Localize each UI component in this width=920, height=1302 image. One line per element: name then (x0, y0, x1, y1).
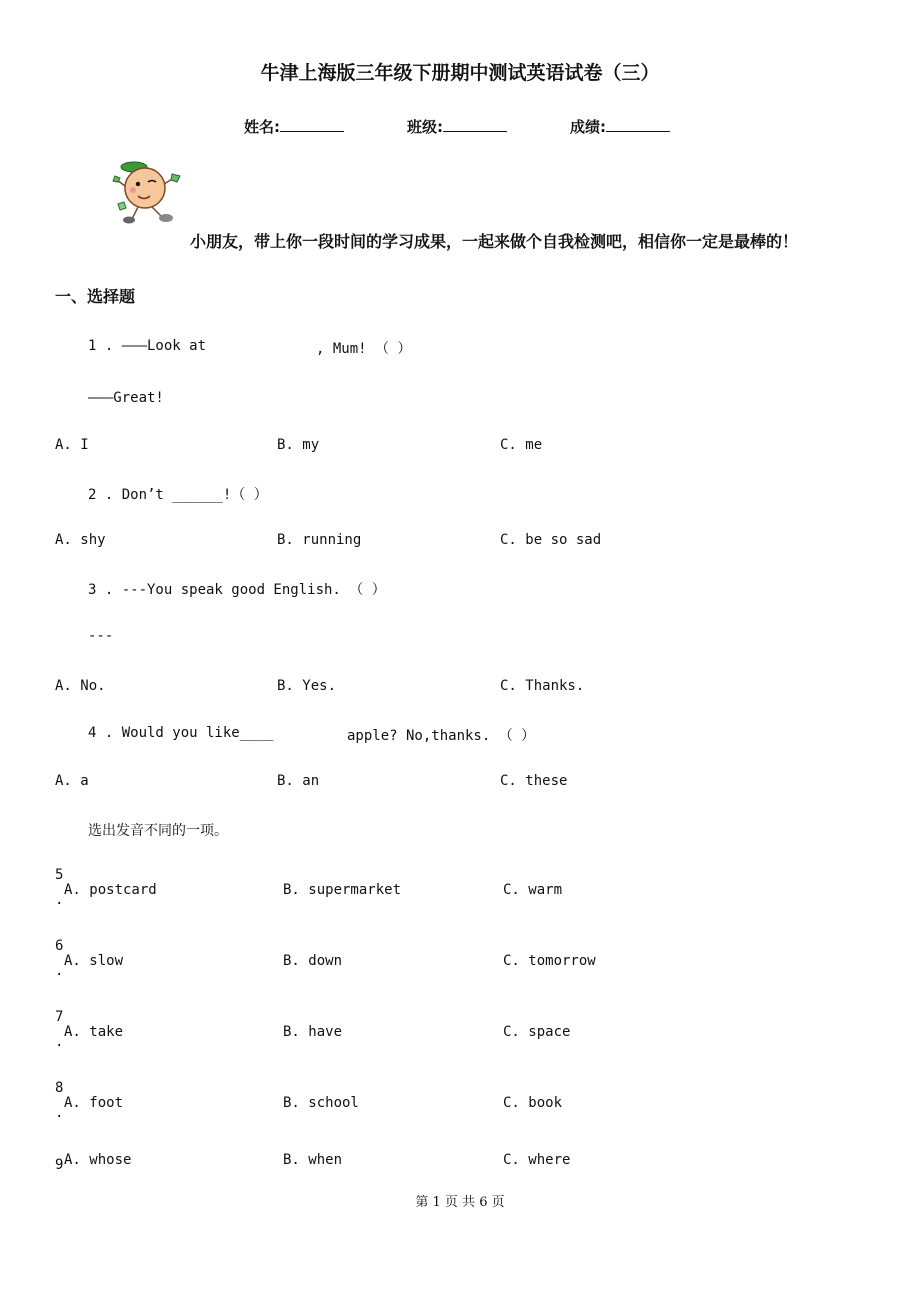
question-9-number: 9 (55, 1157, 64, 1173)
question-6-option-a[interactable]: A. slow (64, 953, 124, 969)
score-field[interactable] (570, 116, 670, 137)
question-4-option-a[interactable]: A. a (55, 773, 89, 789)
class-blank[interactable] (443, 117, 507, 132)
question-8-number: 8 (55, 1080, 64, 1096)
question-7-option-c[interactable]: C. space (503, 1024, 571, 1040)
question-7-number: 7 (55, 1009, 64, 1025)
question-9-option-b[interactable]: B. when (283, 1152, 343, 1168)
question-8-option-c[interactable]: C. book (503, 1095, 563, 1111)
page-footer: 第 1 页 共 6 页 (415, 1195, 505, 1210)
question-9-option-c[interactable]: C. where (503, 1152, 571, 1168)
question-5-option-a[interactable]: A. postcard (64, 882, 157, 898)
question-2-option-b[interactable]: B. running (277, 532, 362, 548)
question-1-option-c[interactable]: C. me (500, 437, 543, 453)
question-1-option-a[interactable]: A. I (55, 437, 89, 453)
question-1-option-b[interactable]: B. my (277, 437, 320, 453)
name-blank[interactable] (280, 117, 344, 132)
question-2-option-a[interactable]: A. shy (55, 532, 106, 548)
score-blank[interactable] (606, 117, 670, 132)
question-5-number: 5 (55, 867, 64, 883)
question-6-option-b[interactable]: B. down (283, 953, 343, 969)
question-5-dot: . (55, 892, 64, 908)
question-8-option-b[interactable]: B. school (283, 1095, 359, 1111)
name-label: 姓名: (244, 118, 280, 136)
question-5-option-b[interactable]: B. supermarket (283, 882, 402, 898)
question-3-reply: --- (88, 628, 114, 644)
question-4-option-c[interactable]: C. these (500, 773, 568, 789)
question-3-option-c[interactable]: C. Thanks. (500, 678, 585, 694)
pronunciation-instruction: 选出发音不同的一项。 (88, 823, 228, 839)
question-1-stem-start: 1 . ———Look at (88, 338, 207, 354)
name-field[interactable] (244, 116, 344, 137)
question-3-stem: 3 . ---You speak good English. （ ） (88, 582, 386, 598)
question-3-option-a[interactable]: A. No. (55, 678, 106, 694)
question-1-reply: ———Great! (88, 390, 164, 406)
question-7-dot: . (55, 1034, 64, 1050)
cartoon-mascot-icon (112, 160, 192, 226)
question-5-option-c[interactable]: C. warm (503, 882, 563, 898)
question-6-option-c[interactable]: C. tomorrow (503, 953, 596, 969)
question-2-stem: 2 . Don’t ______!（ ） (88, 487, 268, 503)
question-4-stem-end: apple? No,thanks. （ ） (347, 728, 536, 744)
question-8-option-a[interactable]: A. foot (64, 1095, 124, 1111)
question-6-number: 6 (55, 938, 64, 954)
question-6-dot: . (55, 963, 64, 979)
intro-text: 小朋友，带上你一段时间的学习成果，一起来做个自我检测吧，相信你一定是最棒的！ (190, 232, 799, 251)
question-2-option-c[interactable]: C. be so sad (500, 532, 602, 548)
page-title: 牛津上海版三年级下册期中测试英语试卷（三） (260, 62, 660, 84)
score-label: 成绩: (570, 118, 606, 136)
question-7-option-a[interactable]: A. take (64, 1024, 124, 1040)
question-4-option-b[interactable]: B. an (277, 773, 320, 789)
question-8-dot: . (55, 1105, 64, 1121)
class-field[interactable] (407, 116, 507, 137)
section-heading-choice: 一、选择题 (55, 287, 136, 306)
question-4-stem-start: 4 . Would you like____ (88, 725, 274, 741)
question-3-option-b[interactable]: B. Yes. (277, 678, 337, 694)
question-7-option-b[interactable]: B. have (283, 1024, 343, 1040)
question-1-stem-end: , Mum! （ ） (316, 341, 412, 357)
class-label: 班级: (407, 118, 443, 136)
question-9-option-a[interactable]: A. whose (64, 1152, 132, 1168)
